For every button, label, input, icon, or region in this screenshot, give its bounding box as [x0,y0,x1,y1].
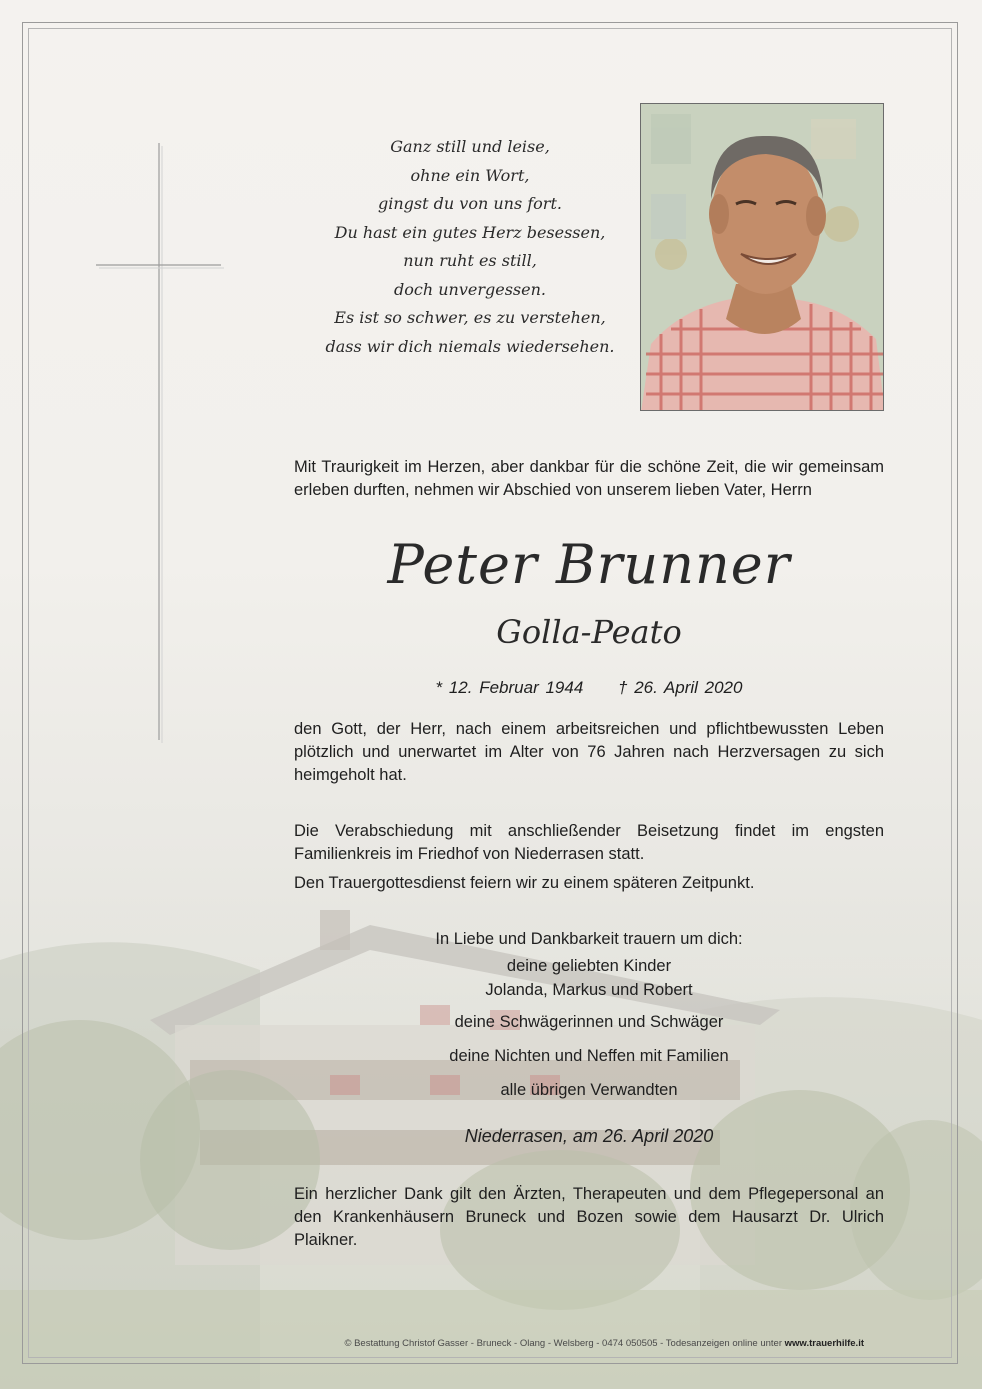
service-text: Den Trauergottesdienst feiern wir zu einem späteren Zeitpunkt. [294,874,755,892]
cross-icon [96,143,226,743]
poem-line: nun ruht es still, [403,251,537,270]
poem-line: dass wir dich niemals wiedersehen. [325,336,615,356]
poem-line: doch unvergessen. [394,279,546,299]
poem [270,133,670,361]
mourner-line: Jolanda, Markus und Robert [485,981,693,999]
mourners-block [294,927,884,1102]
death-date: † 26. April 2020 [618,678,743,697]
life-dates [294,676,884,700]
funeral-text: Die Verabschiedung mit anschließender Beisetzung findet im engsten Familienkreis im Friedhof von Niederrasen statt. [294,822,884,863]
portrait-illustration [641,104,884,411]
footer-text: © Bestattung Christof Gasser - Bruneck - Olang - Welsberg - 0474 050505 - Todesanzeigen online unter [344,1338,785,1349]
poem-line: gingst du von uns fort. [378,194,562,213]
portrait-photo [640,103,884,411]
mourner-line: alle übrigen Verwandten [500,1081,678,1099]
place-date: Niederrasen, am 26. April 2020 [464,1126,714,1146]
poem-line: Ganz still und leise, [390,137,550,156]
passing-text: den Gott, der Herr, nach einem arbeitsreichen und pflichtbewussten Leben plötzlich und unerwartet im Alter von 76 Jahren nach Herzversagen zu sich heimgeholt hat. [294,720,884,784]
poem-line: Es ist so schwer, es zu verstehen, [334,308,606,327]
mourner-line: deine geliebten Kinder [506,957,672,975]
poem-line: Du hast ein gutes Herz besessen, [334,222,606,242]
birth-date: * 12. Februar 1944 [435,678,584,697]
mourner-line: deine Nichten und Neffen mit Familien [449,1047,729,1065]
mourners-heading: In Liebe und Dankbarkeit trauern um dich: [435,930,743,948]
deceased-name: Peter Brunner [387,533,791,596]
poem-line: ohne ein Wort, [410,165,530,185]
footer [40,1338,864,1349]
deceased-nickname: Golla-Peato [496,613,682,651]
thanks-text: Ein herzlicher Dank gilt den Ärzten, Therapeuten und dem Pflegepersonal an den Krankenhäusern Bruneck und Bozen sowie dem Hausarzt Dr. Ulrich Plaikner. [294,1185,884,1249]
mourner-line: deine Schwägerinnen und Schwäger [454,1013,724,1031]
footer-link[interactable]: www.trauerhilfe.it [784,1338,864,1349]
intro-text: Mit Traurigkeit im Herzen, aber dankbar für die schöne Zeit, die wir gemeinsam erleben durften, nehmen wir Abschied von unserem lieben Vater, Herrn [294,458,884,499]
